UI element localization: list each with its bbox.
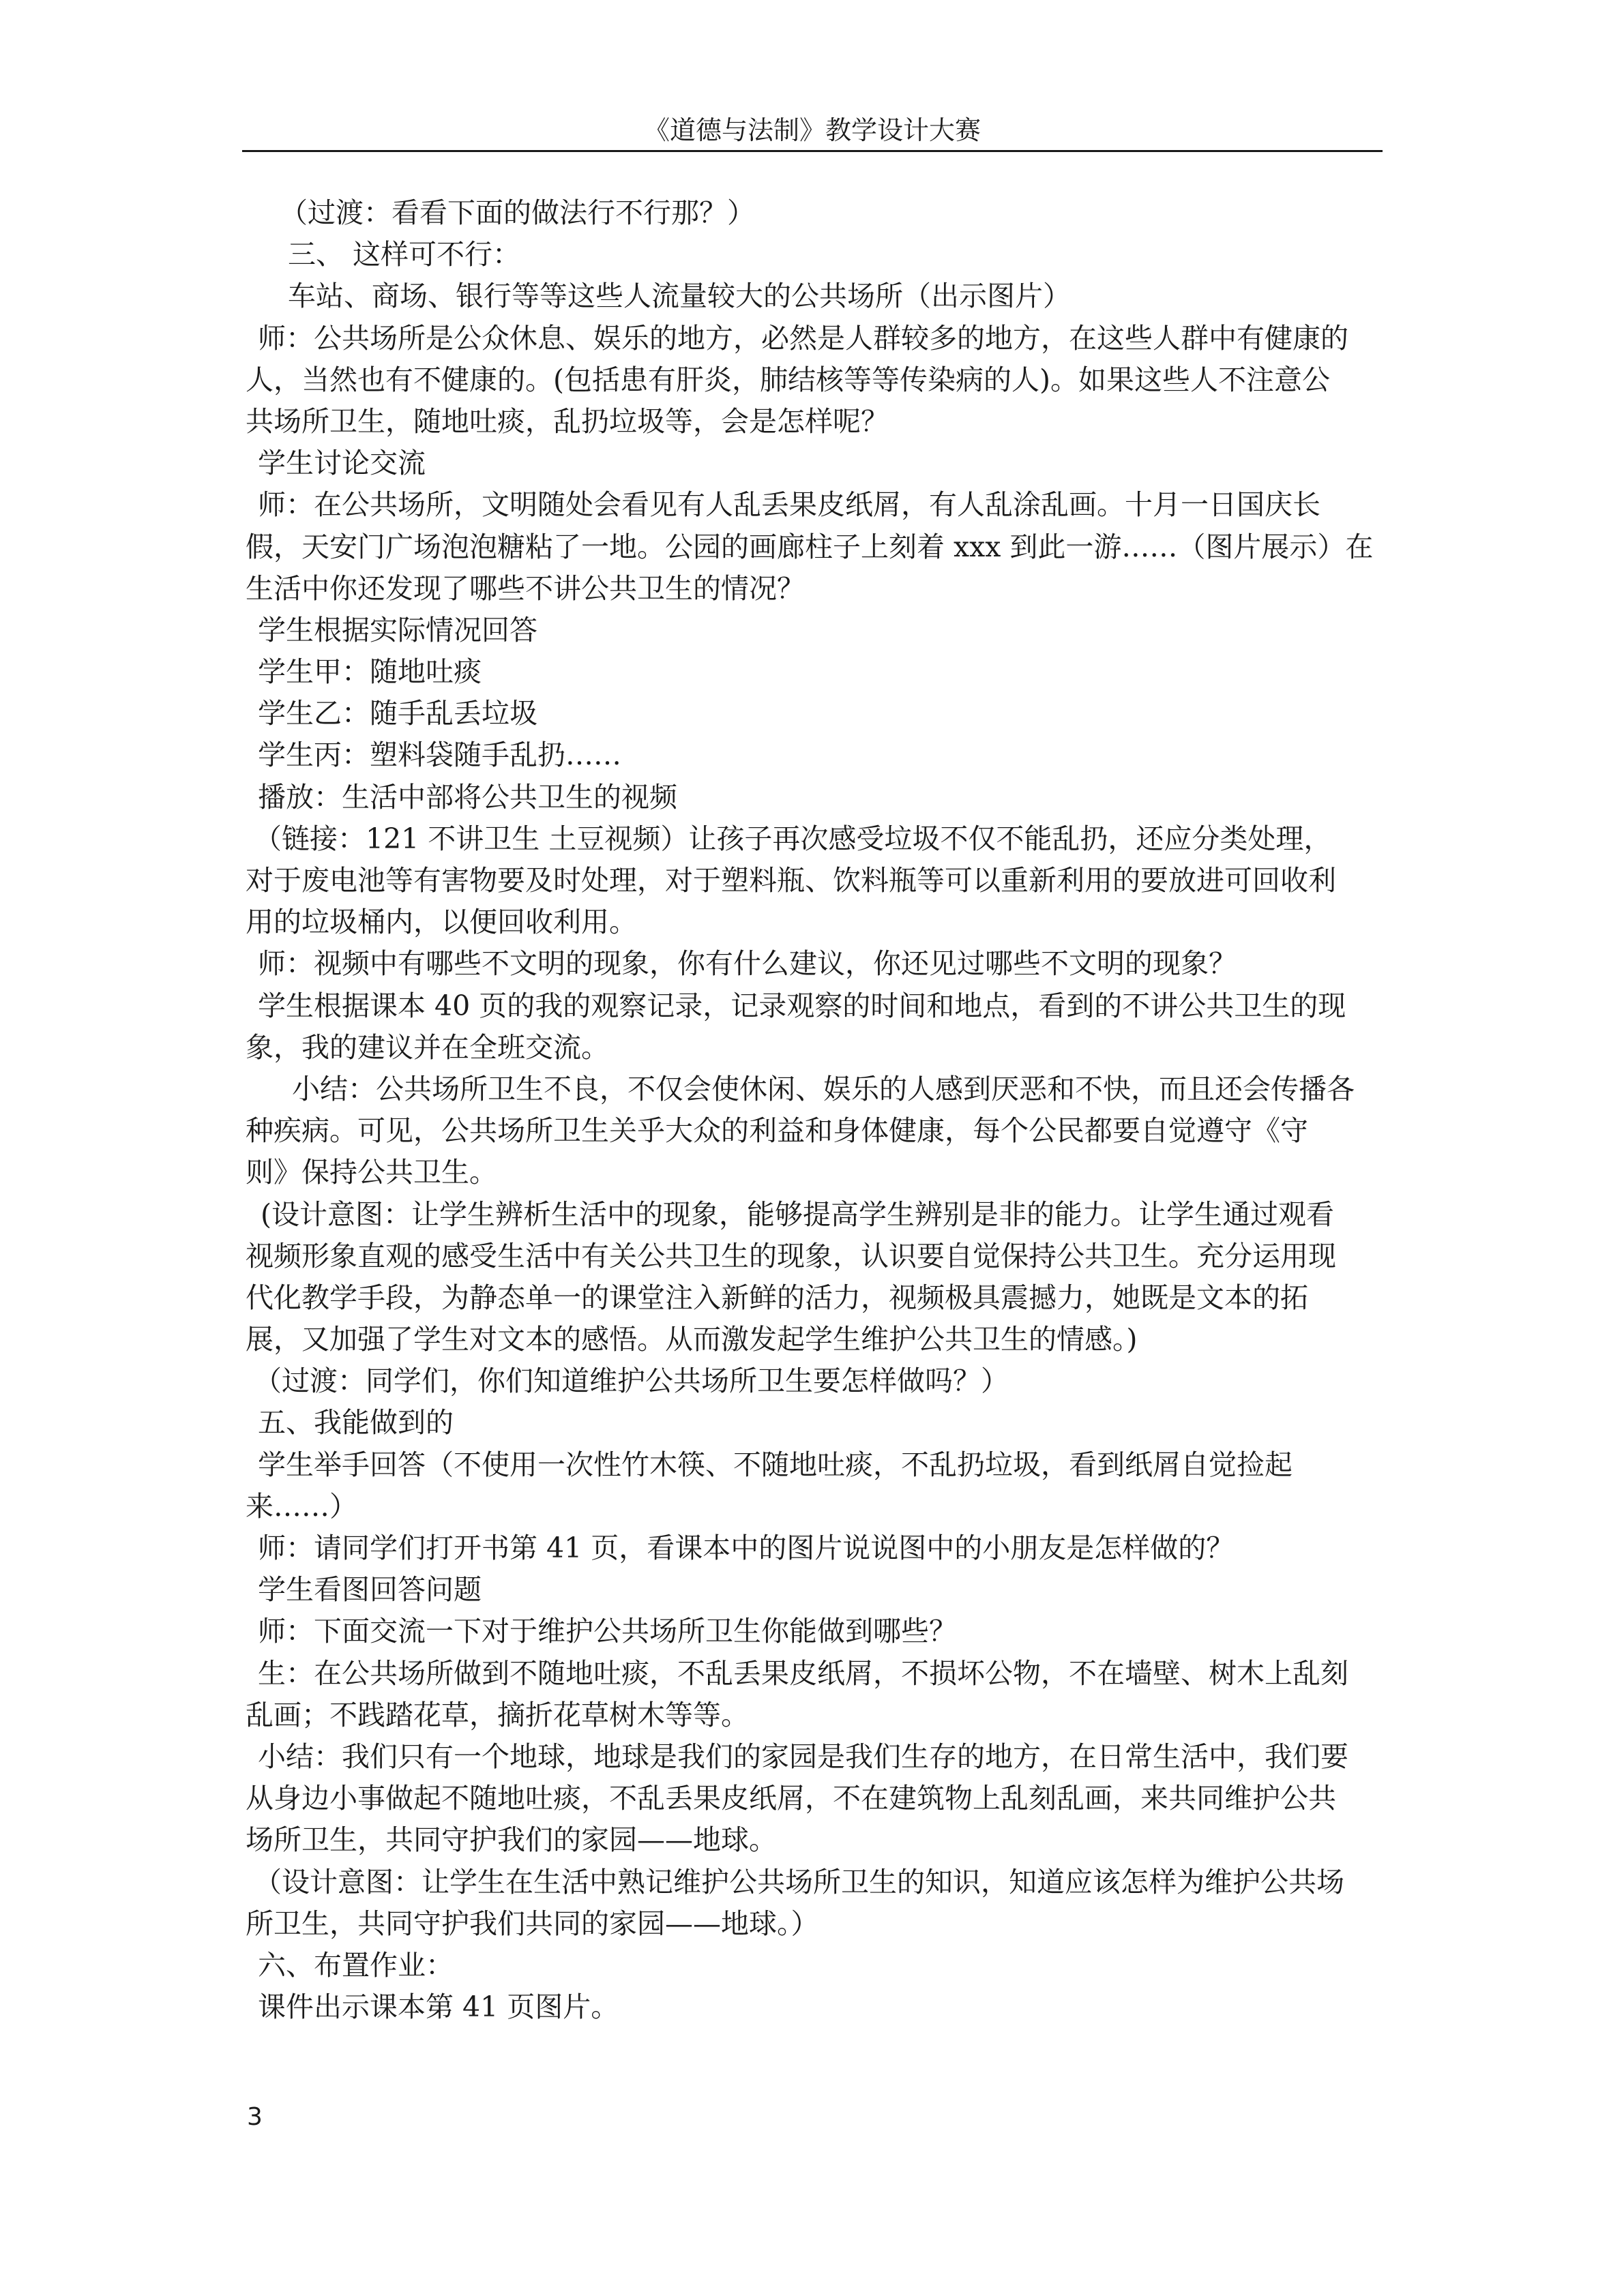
text-line: 学生根据课本 40 页的我的观察记录，记录观察的时间和地点，看到的不讲公共卫生的现 xyxy=(258,989,1346,1022)
text-line: （设计意图：让学生在生活中熟记维护公共场所卫生的知识，知道应该怎样为维护公共场 xyxy=(254,1865,1344,1898)
text-line: 则》保持公共卫生。 xyxy=(246,1156,497,1189)
text-line: （链接：121 不讲卫生 土豆视频）让孩子再次感受垃圾不仅不能乱扔，还应分类处理， xyxy=(254,822,1332,855)
text-line: 象，我的建议并在全班交流。 xyxy=(246,1030,609,1064)
text-line: 学生讨论交流 xyxy=(258,447,426,480)
text-line: 视频形象直观的感受生活中有关公共卫生的现象，认识要自觉保持公共卫生。充分运用现 xyxy=(246,1239,1336,1272)
text-line: 学生甲：随地吐痰 xyxy=(258,655,482,689)
text-line: 人，当然也有不健康的。(包括患有肝炎，肺结核等等传染病的人)。如果这些人不注意公 xyxy=(246,363,1330,396)
text-line: 学生乙：随手乱丢垃圾 xyxy=(258,697,537,730)
text-line: 车站、商场、银行等等这些人流量较大的公共场所（出示图片） xyxy=(288,280,1071,313)
text-line: 种疾病。可见，公共场所卫生关乎大众的利益和身体健康，每个公民都要自觉遵守《守 xyxy=(246,1114,1308,1148)
text-line: 学生举手回答（不使用一次性竹木筷、不随地吐痰，不乱扔垃圾，看到纸屑自觉捡起 xyxy=(258,1448,1293,1481)
text-line: 假，天安门广场泡泡糖粘了一地。公园的画廊柱子上刻着 xxx 到此一游……（图片展示）在 xyxy=(246,530,1374,563)
text-line: 场所卫生，共同守护我们的家园——地球。 xyxy=(246,1823,777,1857)
text-line: 从身边小事做起不随地吐痰，不乱丢果皮纸屑，不在建筑物上乱刻乱画，来共同维护公共 xyxy=(246,1782,1336,1815)
text-line: （过渡：同学们，你们知道维护公共场所卫生要怎样做吗？） xyxy=(254,1365,1009,1398)
text-line: 师：视频中有哪些不文明的现象，你有什么建议，你还见过哪些不文明的现象？ xyxy=(258,947,1237,981)
text-line: 小结：我们只有一个地球，地球是我们的家园是我们生存的地方，在日常生活中，我们要 xyxy=(258,1740,1348,1773)
text-line: 对于废电池等有害物要及时处理，对于塑料瓶、饮料瓶等可以重新利用的要放进可回收利 xyxy=(246,864,1336,897)
text-line: 师：公共场所是公众休息、娱乐的地方，必然是人群较多的地方，在这些人群中有健康的 xyxy=(258,321,1348,355)
text-line: 学生根据实际情况回答 xyxy=(258,613,537,646)
text-line: 播放：生活中部将公共卫生的视频 xyxy=(258,780,677,814)
text-line: 三、 这样可不行： xyxy=(288,238,521,271)
text-line: 用的垃圾桶内，以便回收利用。 xyxy=(246,906,637,939)
header-divider xyxy=(242,150,1383,152)
text-line: (设计意图：让学生辨析生活中的现象，能够提高学生辨别是非的能力。让学生通过观看 xyxy=(261,1197,1334,1231)
text-line: 生活中你还发现了哪些不讲公共卫生的情况？ xyxy=(246,571,805,605)
text-line: 乱画；不践踏花草，摘折花草树木等等。 xyxy=(246,1698,749,1731)
page-header-title: 《道德与法制》教学设计大赛 xyxy=(643,115,981,145)
text-line: 学生看图回答问题 xyxy=(258,1573,482,1607)
text-line: 所卫生，共同守护我们共同的家园——地球。） xyxy=(246,1907,819,1940)
text-line: 共场所卫生，随地吐痰，乱扔垃圾等，会是怎样呢？ xyxy=(246,404,889,438)
text-line: 展，又加强了学生对文本的感悟。从而激发起学生维护公共卫生的情感。) xyxy=(246,1323,1138,1356)
text-line: 师：请同学们打开书第 41 页，看课本中的图片说说图中的小朋友是怎样做的？ xyxy=(258,1532,1235,1564)
text-line: 生：在公共场所做到不随地吐痰，不乱丢果皮纸屑，不损坏公物，不在墙壁、树木上乱刻 xyxy=(258,1656,1348,1690)
text-line: 代化教学手段，为静态单一的课堂注入新鲜的活力，视频极具震撼力，她既是文本的拓 xyxy=(246,1281,1308,1314)
text-line: 五、我能做到的 xyxy=(258,1406,454,1440)
text-line: 六、布置作业： xyxy=(258,1948,454,1982)
text-line: 小结：公共场所卫生不良，不仅会使休闲、娱乐的人感到厌恶和不快，而且还会传播各 xyxy=(292,1072,1355,1105)
text-line: （过渡：看看下面的做法行不行那？） xyxy=(280,196,755,229)
text-line: 来……） xyxy=(246,1489,357,1523)
text-line: 师：下面交流一下对于维护公共场所卫生你能做到哪些？ xyxy=(258,1615,957,1648)
text-line: 师：在公共场所，文明随处会看见有人乱丢果皮纸屑，有人乱涂乱画。十月一日国庆长 xyxy=(258,488,1320,522)
page-number: 3 xyxy=(247,2103,263,2131)
document-body xyxy=(246,192,1383,2028)
text-line: 课件出示课本第 41 页图片。 xyxy=(258,1991,619,2024)
text-line: 学生丙：塑料袋随手乱扔…… xyxy=(258,739,621,772)
